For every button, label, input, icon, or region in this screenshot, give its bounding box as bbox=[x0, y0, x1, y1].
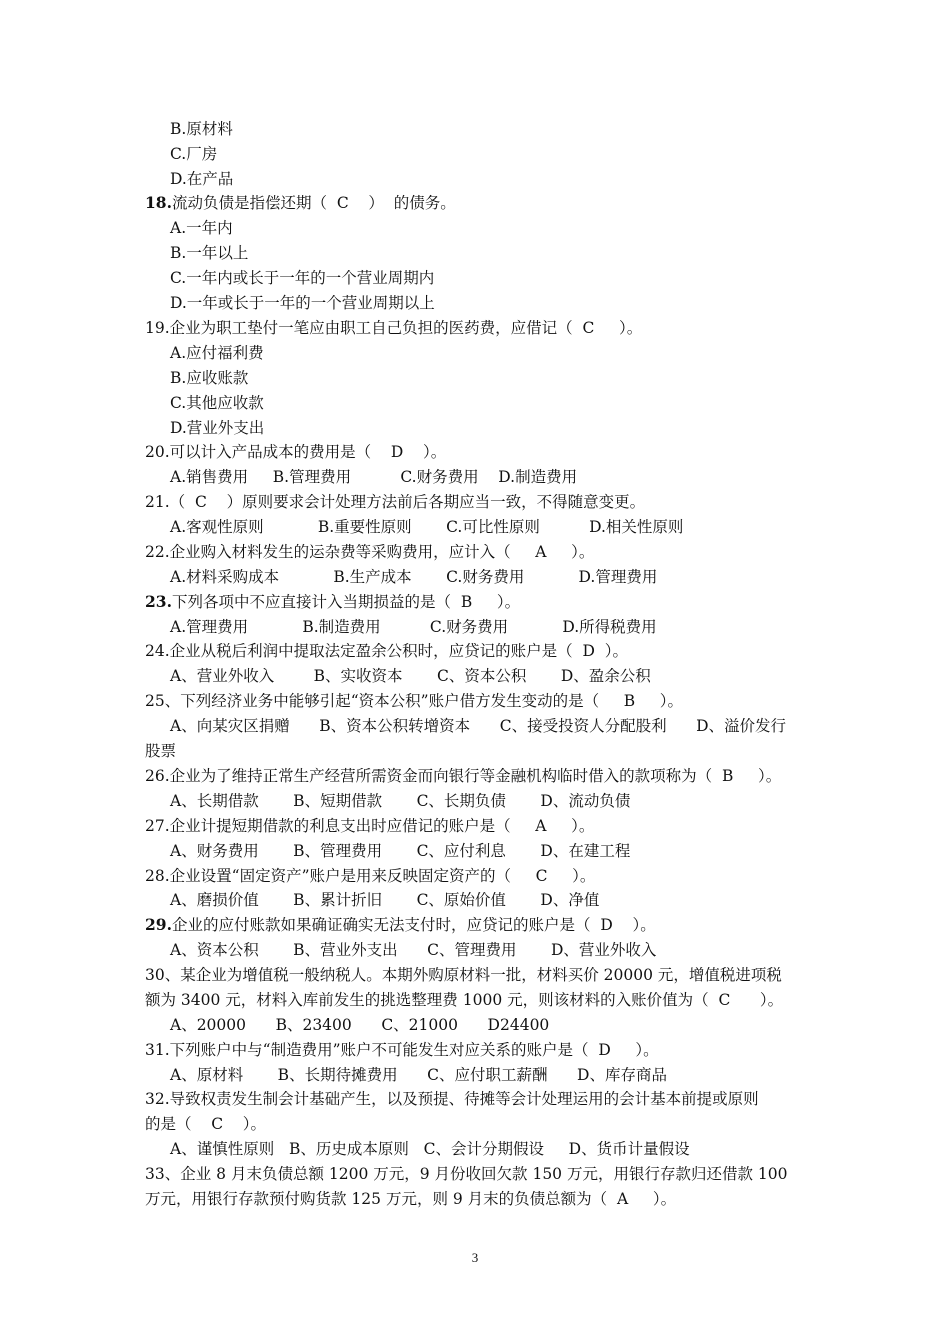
question-29 bbox=[145, 915, 656, 935]
question-30-continued: 额为 3400 元，材料入库前发生的挑选整理费 1000 元，则该材料的入账价值为（ C ）。 bbox=[145, 991, 784, 1009]
question-text: 下列各项中不应直接计入当期损益的是（ B ）。 bbox=[171, 593, 521, 611]
question-23 bbox=[145, 592, 520, 612]
question-number: 23. bbox=[145, 592, 172, 611]
question-26: 26.企业为了维持正常生产经营所需资金而向银行等金融机构临时借入的款项称为（ B ）。 bbox=[145, 767, 782, 785]
option-line: A.销售费用 B.管理费用 C.财务费用 D.制造费用 bbox=[170, 468, 578, 486]
option-line: A、营业外收入 B、实收资本 C、资本公积 D、盈余公积 bbox=[170, 667, 651, 685]
question-33: 33、企业 8 月末负债总额 1200 万元，9 月份收回欠款 150 万元，用银行存款归还借款 100 bbox=[145, 1165, 788, 1183]
question-33-continued: 万元，用银行存款预付购货款 125 万元，则 9 月末的负债总额为（ A ）。 bbox=[145, 1190, 677, 1208]
option-line: A.客观性原则 B.重要性原则 C.可比性原则 D.相关性原则 bbox=[170, 518, 684, 536]
option-line: A、原材料 B、长期待摊费用 C、应付职工薪酬 D、库存商品 bbox=[170, 1066, 667, 1084]
question-27: 27.企业计提短期借款的利息支出时应借记的账户是（ A ）。 bbox=[145, 817, 595, 835]
page-number: 3 bbox=[471, 1250, 479, 1265]
question-text: 企业的应付账款如果确证确实无法支付时，应贷记的账户是（ D ）。 bbox=[171, 916, 656, 934]
option-line: D.营业外支出 bbox=[170, 419, 265, 437]
option-line: A、磨损价值 B、累计折旧 C、原始价值 D、净值 bbox=[170, 891, 600, 909]
option-line: A、20000 B、23400 C、21000 D24400 bbox=[170, 1016, 550, 1034]
option-line: D.一年或长于一年的一个营业周期以上 bbox=[170, 294, 435, 312]
option-line: C.其他应收款 bbox=[170, 394, 264, 412]
option-line: B.应收账款 bbox=[170, 369, 249, 387]
option-line-continued: 股票 bbox=[145, 742, 177, 760]
option-line: C.一年内或长于一年的一个营业周期内 bbox=[170, 269, 435, 287]
option-line: A.应付福利费 bbox=[170, 344, 264, 362]
question-25: 25、下列经济业务中能够引起“资本公积”账户借方发生变动的是（ B ）。 bbox=[145, 692, 683, 710]
question-18 bbox=[145, 193, 456, 213]
question-28: 28.企业设置“固定资产”账户是用来反映固定资产的（ C ）。 bbox=[145, 867, 596, 885]
option-line: A、财务费用 B、管理费用 C、应付利息 D、在建工程 bbox=[170, 842, 631, 860]
option-line: A、谨慎性原则 B、历史成本原则 C、会计分期假设 D、货币计量假设 bbox=[170, 1140, 690, 1158]
option-line: C.厂房 bbox=[170, 145, 218, 163]
option-line: D.在产品 bbox=[170, 170, 234, 188]
question-31: 31.下列账户中与“制造费用”账户不可能发生对应关系的账户是（ D ）。 bbox=[145, 1041, 659, 1059]
question-22: 22.企业购入材料发生的运杂费等采购费用，应计入（ A ）。 bbox=[145, 543, 595, 561]
option-line: B.原材料 bbox=[170, 120, 233, 138]
question-24: 24.企业从税后利润中提取法定盈余公积时，应贷记的账户是（ D ）。 bbox=[145, 642, 629, 660]
option-line: A、资本公积 B、营业外支出 C、管理费用 D、营业外收入 bbox=[170, 941, 657, 959]
option-line: B.一年以上 bbox=[170, 244, 249, 262]
option-line: A.材料采购成本 B.生产成本 C.财务费用 D.管理费用 bbox=[170, 568, 658, 586]
question-text: 流动负债是指偿还期（ C ） 的债务。 bbox=[171, 194, 456, 212]
option-line: A、长期借款 B、短期借款 C、长期负债 D、流动负债 bbox=[170, 792, 631, 810]
question-32-continued: 的是（ C ）。 bbox=[145, 1115, 267, 1133]
question-19: 19.企业为职工垫付一笔应由职工自己负担的医药费，应借记（ C ）。 bbox=[145, 319, 643, 337]
question-32: 32.导致权责发生制会计基础产生，以及预提、待摊等会计处理运用的会计基本前提或原则 bbox=[145, 1090, 759, 1108]
option-line: A.管理费用 B.制造费用 C.财务费用 D.所得税费用 bbox=[170, 618, 657, 636]
question-number: 18. bbox=[145, 193, 172, 212]
question-30: 30、某企业为增值税一般纳税人。本期外购原材料一批，材料买价 20000 元，增值税进项税 bbox=[145, 966, 782, 984]
question-21: 21.（ C ）原则要求会计处理方法前后各期应当一致，不得随意变更。 bbox=[145, 493, 646, 511]
option-line: A、向某灾区捐赠 B、资本公积转增资本 C、接受投资人分配股利 D、溢价发行 bbox=[170, 717, 787, 735]
question-number: 29. bbox=[145, 915, 172, 934]
option-line: A.一年内 bbox=[170, 219, 233, 237]
question-20: 20.可以计入产品成本的费用是（ D ）。 bbox=[145, 443, 447, 461]
